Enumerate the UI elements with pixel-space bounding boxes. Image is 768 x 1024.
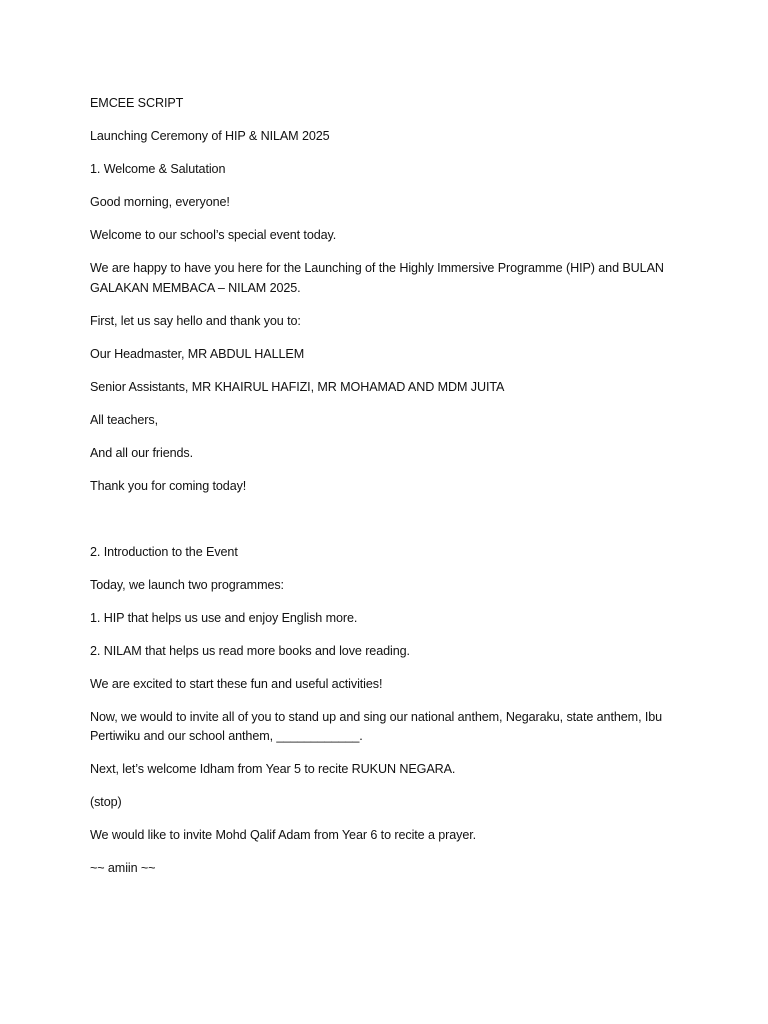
section-heading-welcome: 1. Welcome & Salutation <box>90 162 226 176</box>
paragraph: Good morning, everyone! <box>90 195 230 209</box>
paragraph: Now, we would to invite all of you to stand up and sing our national anthem, Negaraku, state anthem, Ibu Pertiwiku and our school anthem, ____________. <box>90 709 666 743</box>
paragraph: All teachers, <box>90 412 158 427</box>
paragraph: Senior Assistants, MR KHAIRUL HAFIZI, MR MOHAMAD AND MDM JUITA <box>90 379 505 394</box>
paragraph: First, let us say hello and thank you to: <box>90 313 301 328</box>
paragraph: Our Headmaster, MR ABDUL HALLEM <box>90 346 305 361</box>
paragraph: Thank you for coming today! <box>90 478 247 493</box>
paragraph: We would like to invite Mohd Qalif Adam from Year 6 to recite a prayer. <box>90 828 477 842</box>
paragraph: Welcome to our school’s special event today. <box>90 228 337 242</box>
paragraph: 1. HIP that helps us use and enjoy English more. <box>90 610 358 625</box>
paragraph: (stop) <box>90 795 122 809</box>
event-name: Launching Ceremony of HIP & NILAM 2025 <box>90 129 330 143</box>
paragraph: Next, let’s welcome Idham from Year 5 to recite RUKUN NEGARA. <box>90 762 456 776</box>
document-body <box>90 94 690 879</box>
paragraph: Today, we launch two programmes: <box>90 577 284 592</box>
paragraph: ~~ amiin ~~ <box>90 861 156 875</box>
section-heading-introduction: 2. Introduction to the Event <box>90 544 238 559</box>
paragraph: We are excited to start these fun and useful activities! <box>90 676 383 691</box>
paragraph: 2. NILAM that helps us read more books and love reading. <box>90 643 410 658</box>
paragraph: And all our friends. <box>90 445 194 460</box>
document-title: EMCEE SCRIPT <box>90 96 184 110</box>
paragraph: We are happy to have you here for the Launching of the Highly Immersive Programme (HIP) and BULAN GALAKAN MEMBACA – NILAM 2025. <box>90 261 668 295</box>
